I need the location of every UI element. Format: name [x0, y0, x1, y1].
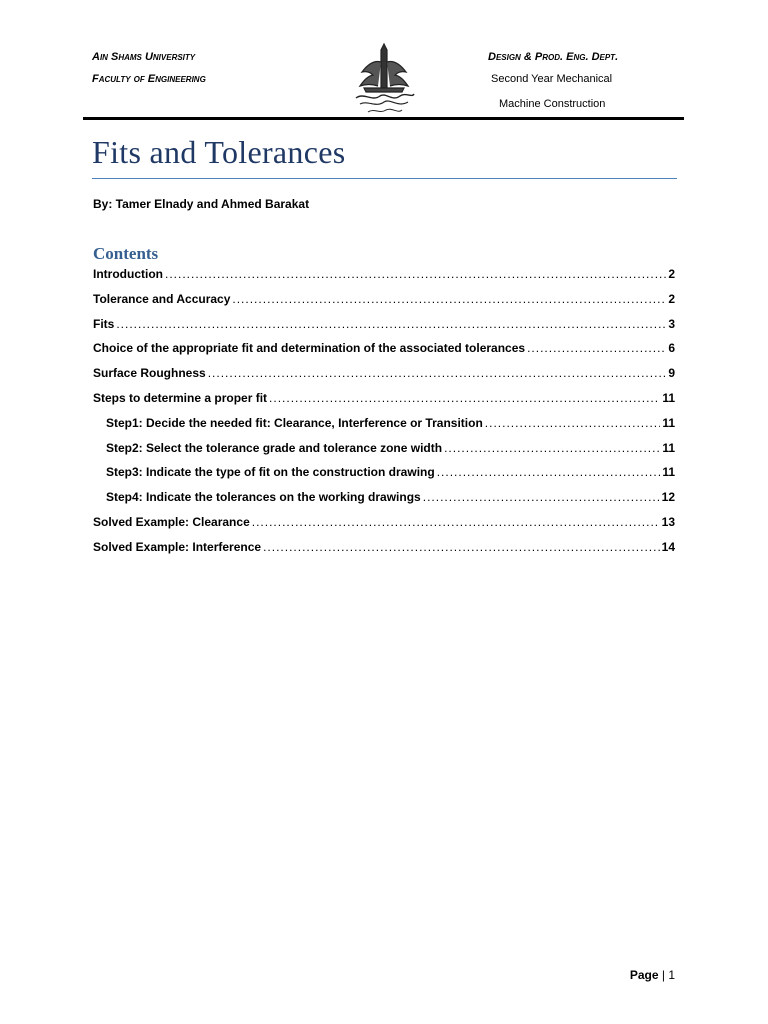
toc-entry-page: 13	[661, 514, 675, 529]
header-left	[92, 46, 206, 90]
toc-leader	[269, 391, 660, 405]
page-number: 1	[668, 968, 675, 982]
toc-leader	[116, 317, 666, 331]
authors-line: By: Tamer Elnady and Ahmed Barakat	[93, 197, 310, 211]
toc-leader	[423, 490, 660, 504]
toc-entry[interactable]	[93, 341, 675, 366]
toc-entry-title: Step3: Indicate the type of fit on the construction drawing	[106, 465, 435, 480]
page-separator: |	[661, 968, 665, 982]
toc-entry-page: 11	[662, 390, 675, 405]
table-of-contents	[93, 267, 675, 565]
toc-entry-page: 11	[662, 465, 675, 480]
university-name: Ain Shams University	[92, 51, 196, 63]
toc-entry-title: Surface Roughness	[93, 366, 206, 381]
toc-entry-title: Step4: Indicate the tolerances on the working drawings	[106, 490, 421, 505]
contents-heading: Contents	[93, 244, 159, 263]
toc-entry-page: 2	[668, 267, 675, 281]
title-divider	[92, 178, 677, 179]
toc-leader	[208, 366, 667, 380]
toc-entry-page: 11	[662, 440, 675, 455]
toc-entry-page: 3	[668, 316, 675, 331]
toc-leader	[437, 465, 661, 479]
toc-entry[interactable]	[93, 292, 675, 317]
department-name: Design & Prod. Eng. Dept.	[488, 51, 619, 63]
university-logo-icon	[350, 42, 418, 116]
toc-subentry[interactable]	[93, 465, 675, 490]
toc-entry-title: Choice of the appropriate fit and determination of the associated tolerances	[93, 341, 526, 356]
toc-leader	[444, 441, 660, 455]
toc-entry-title: Solved Example: Interference	[93, 539, 262, 554]
toc-entry-page: 2	[668, 291, 675, 306]
faculty-name: Faculty of Engineering	[92, 73, 206, 85]
toc-subentry[interactable]	[93, 416, 675, 441]
header-divider	[83, 117, 684, 120]
toc-entry-title: Step1: Decide the needed fit: Clearance, Interference or Transition	[106, 415, 483, 430]
toc-entry-page: 12	[661, 490, 675, 505]
header-right	[488, 46, 618, 115]
document-title: Fits and Tolerances	[92, 134, 346, 170]
toc-entry[interactable]	[93, 540, 675, 565]
toc-entry-title: Steps to determine a proper fit	[93, 390, 268, 405]
toc-entry-page: 14	[661, 539, 675, 554]
toc-subentry[interactable]	[93, 441, 675, 466]
toc-entry-title: Fits	[93, 316, 115, 331]
toc-entry-title: Introduction	[93, 267, 163, 281]
toc-leader	[252, 515, 660, 529]
toc-subentry[interactable]	[93, 490, 675, 515]
toc-entry[interactable]	[93, 267, 675, 292]
toc-leader	[263, 540, 660, 554]
toc-entry[interactable]	[93, 366, 675, 391]
toc-entry-page: 9	[668, 366, 675, 381]
page-footer	[630, 968, 675, 982]
toc-entry-title: Tolerance and Accuracy	[93, 291, 231, 306]
toc-leader	[527, 341, 666, 355]
toc-entry[interactable]	[93, 391, 675, 416]
toc-leader	[485, 416, 661, 430]
toc-entry-title: Solved Example: Clearance	[93, 514, 250, 529]
toc-leader	[232, 292, 666, 306]
toc-entry-page: 11	[662, 415, 675, 430]
toc-entry-title: Step2: Select the tolerance grade and tolerance zone width	[106, 440, 443, 455]
toc-leader	[165, 267, 666, 281]
year-label: Second Year Mechanical	[491, 73, 613, 85]
toc-entry[interactable]	[93, 317, 675, 342]
toc-entry-page: 6	[668, 341, 675, 356]
toc-entry[interactable]	[93, 515, 675, 540]
page-label: Page	[629, 968, 659, 982]
course-label: Machine Construction	[499, 98, 606, 110]
